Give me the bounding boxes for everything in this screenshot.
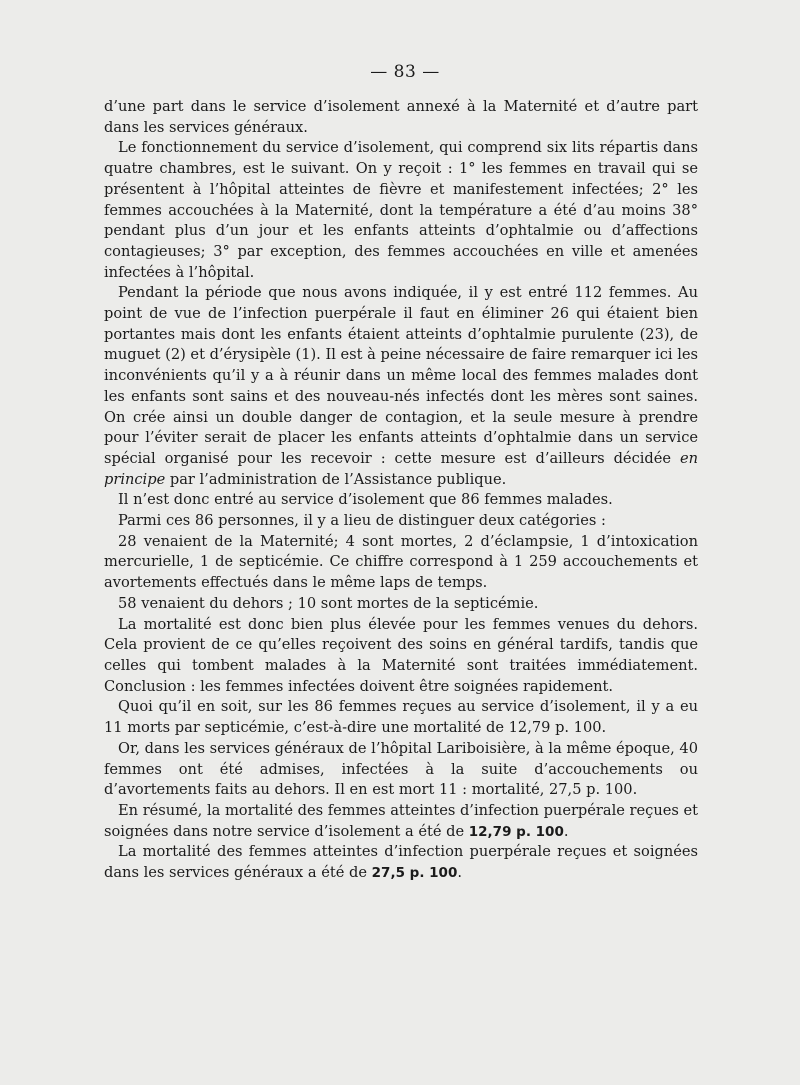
paragraph-6: 28 venaient de la Maternité; 4 sont mortes, 2 d’éclampsie, 1 d’intoxication mercurielle, 1 de septicémie. Ce chiffre correspond à 1 259 accouchements et avortements effectués dans le même laps de temps. — [104, 532, 698, 592]
paragraph-3-text: Pendant la période que nous avons indiquée, il y est entré 112 femmes. Au point de vue de l’infection puerpérale il faut en éliminer 26 qui étaient bien portantes mais dont les enfants étaient atteints d’ophtalmie purulente (23), de muguet (2) et d’érysipèle (1). Il est à peine nécessaire de faire remarquer ici les inconvénients qu’il y a à réunir dans un même local des femmes malades dont les enfants sont sains et des nouveau-nés infectés dont les mères sont saines. On crée ainsi un double danger de contagion, et la seule mesure à prendre pour l’éviter serait de placer les enfants atteints d’ophtalmie dans un service spécial organisé pour les recevoir : cette mesure est d’ailleurs décidée — [104, 284, 698, 467]
paragraph-12-text: La mortalité des femmes atteintes d’infection puerpérale reçues et soignées dans les services généraux a été de — [104, 843, 698, 882]
paragraph-4: Il n’est donc entré au service d’isolement que 86 femmes malades. — [118, 491, 613, 509]
paragraph-12 — [104, 842, 698, 883]
paragraph-1: d’une part dans le service d’isolement annexé à la Maternité et d’autre part dans les services généraux. — [104, 98, 698, 136]
paragraph-11-text: En résumé, la mortalité des femmes atteintes d’infection puerpérale reçues et soignées dans notre service d’isolement a été de — [104, 801, 698, 840]
paragraph-11-end: . — [563, 822, 569, 840]
paragraph-12-end: . — [457, 864, 462, 882]
body-text — [104, 97, 698, 884]
paragraph-9: Quoi qu’il en soit, sur les 86 femmes reçues au service d’isolement, il y a eu 11 morts par septicémie, c’est-à-dire une mortalité de 12,79 p. 100. — [104, 698, 698, 737]
paragraph-3 — [104, 283, 698, 490]
mortality-generaux-value: 27,5 p. 100 — [371, 865, 458, 882]
page-number: — 83 — — [370, 62, 440, 82]
paragraph-2: Le fonctionnement du service d’isolement, qui comprend six lits répartis dans quatre chambres, est le suivant. On y reçoit : 1° les femmes en travail qui se présentent à l’hôpital atteintes de fièvre et manifestement infectées; 2° les femmes accouchées à la Maternité, dont la température a été d’au moins 38° pendant plus d’un jour et les enfants atteints d’ophtalmie ou d’affections contagieuses; 3° par exception, des femmes accouchées en ville et amenées infectées à l’hôpital. — [104, 139, 698, 281]
mortality-isolement-value: 12,79 p. 100 — [468, 823, 564, 840]
paragraph-3-text-end: par l’administration de l’Assistance publique. — [165, 470, 507, 488]
paragraph-7: 58 venaient du dehors ; 10 sont mortes de la septicémie. — [118, 594, 539, 612]
paragraph-8: La mortalité est donc bien plus élevée pour les femmes venues du dehors. Cela provient de ce qu’elles reçoivent des soins en général tardifs, tandis que celles qui tombent malades à la Maternité sont traitées immédiatement. Conclusion : les femmes infectées doivent être soignées rapidement. — [104, 615, 698, 695]
paragraph-5: Parmi ces 86 personnes, il y a lieu de distinguer deux catégories : — [118, 512, 606, 530]
paragraph-11 — [104, 801, 698, 842]
paragraph-10: Or, dans les services généraux de l’hôpital Lariboisière, à la même époque, 40 femmes ont été admises, infectées à la suite d’accouchements ou d’avortements faits au dehors. Il en est mort 11 : mortalité, 27,5 p. 100. — [104, 739, 698, 799]
paragraph-3-emphasis: en principe — [104, 449, 698, 488]
